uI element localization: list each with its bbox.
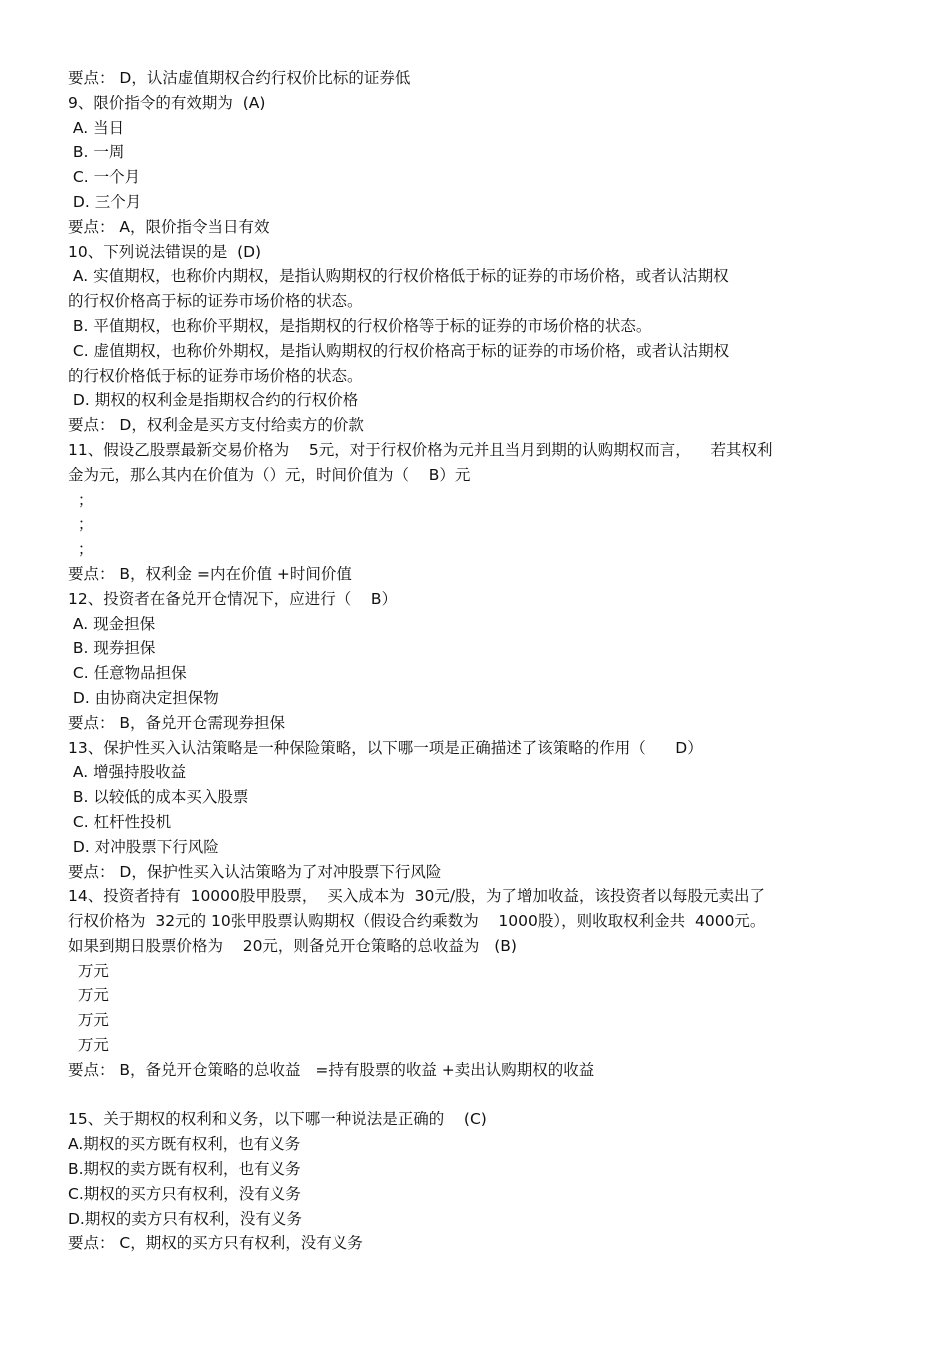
option-line: A. 现金担保: [68, 614, 156, 633]
option-line: A. 增强持股收益: [68, 763, 187, 782]
key-point: 要点： D，保护性买入认沽策略为了对冲股票下行风险: [68, 862, 442, 881]
key-point: 要点： A，限价指令当日有效: [68, 217, 270, 236]
text-line: 要点： D，认沽虚值期权合约行权价比标的证券低: [68, 69, 411, 87]
option-line: D. 对冲股票下行风险: [68, 837, 219, 856]
option-line: B.期权的卖方既有权利，也有义务: [68, 1160, 301, 1179]
option-line: 万元: [68, 986, 109, 1005]
option-line: ；: [68, 540, 94, 559]
option-line: B. 以较低的成本买入股票: [68, 788, 249, 807]
option-line: A.期权的买方既有权利，也有义务: [68, 1135, 301, 1154]
option-line: B. 平值期权，也称价平期权，是指期权的行权价格等于标的证券的市场价格的状态。: [68, 316, 652, 335]
key-point: 要点： B，备兑开仓需现券担保: [68, 713, 286, 732]
question-14: 14、投资者持有 10000股甲股票， 买入成本为 30元/股，为了增加收益，该投资者以每股元卖出了: [68, 887, 766, 906]
question-12: 12、投资者在备兑开仓情况下，应进行（ B）: [68, 589, 398, 608]
question-11-continued: 金为元，那么其内在价值为（）元，时间价值为（ B）元: [68, 465, 471, 484]
key-point: 要点： D，权利金是买方支付给卖方的价款: [68, 416, 364, 435]
option-line: 万元: [68, 961, 109, 980]
option-line: D. 三个月: [68, 192, 142, 211]
option-line: ；: [68, 490, 94, 509]
option-line: C. 杠杆性投机: [68, 812, 172, 831]
option-line: A. 实值期权，也称价内期权，是指认购期权的行权价格低于标的证券的市场价格，或者认沽期权: [68, 267, 729, 286]
question-10: 10、下列说法错误的是 (D): [68, 242, 262, 261]
key-point: 要点： B，备兑开仓策略的总收益 =持有股票的收益 +卖出认购期权的收益: [68, 1060, 595, 1079]
option-line: B. 现券担保: [68, 639, 156, 658]
blank-line: [68, 1083, 888, 1108]
key-point: 要点： C，期权的买方只有权利，没有义务: [68, 1234, 363, 1253]
question-9: 9、限价指令的有效期为 (A): [68, 93, 266, 112]
option-line: D. 期权的权利金是指期权合约的行权价格: [68, 391, 359, 410]
option-line-continued: 的行权价格高于标的证券市场价格的状态。: [68, 292, 363, 311]
option-line: C. 虚值期权，也称价外期权，是指认购期权的行权价格高于标的证券的市场价格，或者认沽期权: [68, 341, 730, 360]
option-line: 万元: [68, 1036, 109, 1055]
question-14-continued: 行权价格为 32元的 10张甲股票认购期权（假设合约乘数为 1000股），则收取权利金共 4000元。: [68, 912, 766, 931]
option-line-continued: 的行权价格低于标的证券市场价格的状态。: [68, 366, 363, 385]
question-14-continued: 如果到期日股票价格为 20元，则备兑开仓策略的总收益为 (B): [68, 936, 517, 955]
question-11: 11、假设乙股票最新交易价格为 5元，对于行权价格为元并且当月到期的认购期权而言， 若其权利: [68, 440, 773, 459]
key-point: 要点： B，权利金 =内在价值 +时间价值: [68, 564, 352, 583]
option-line: B. 一周: [68, 143, 125, 162]
option-line: C. 一个月: [68, 168, 141, 187]
question-13: 13、保护性买入认沽策略是一种保险策略，以下哪一项是正确描述了该策略的作用（ D）: [68, 738, 703, 757]
question-15: 15、关于期权的权利和义务，以下哪一种说法是正确的 (C): [68, 1110, 487, 1129]
option-line: C. 任意物品担保: [68, 664, 187, 683]
option-line: 万元: [68, 1011, 109, 1030]
option-line: ；: [68, 515, 94, 534]
option-line: A. 当日: [68, 118, 125, 137]
document-page: [68, 66, 888, 1256]
option-line: D. 由协商决定担保物: [68, 688, 219, 707]
option-line: D.期权的卖方只有权利，没有义务: [68, 1209, 302, 1228]
option-line: C.期权的买方只有权利，没有义务: [68, 1184, 301, 1203]
